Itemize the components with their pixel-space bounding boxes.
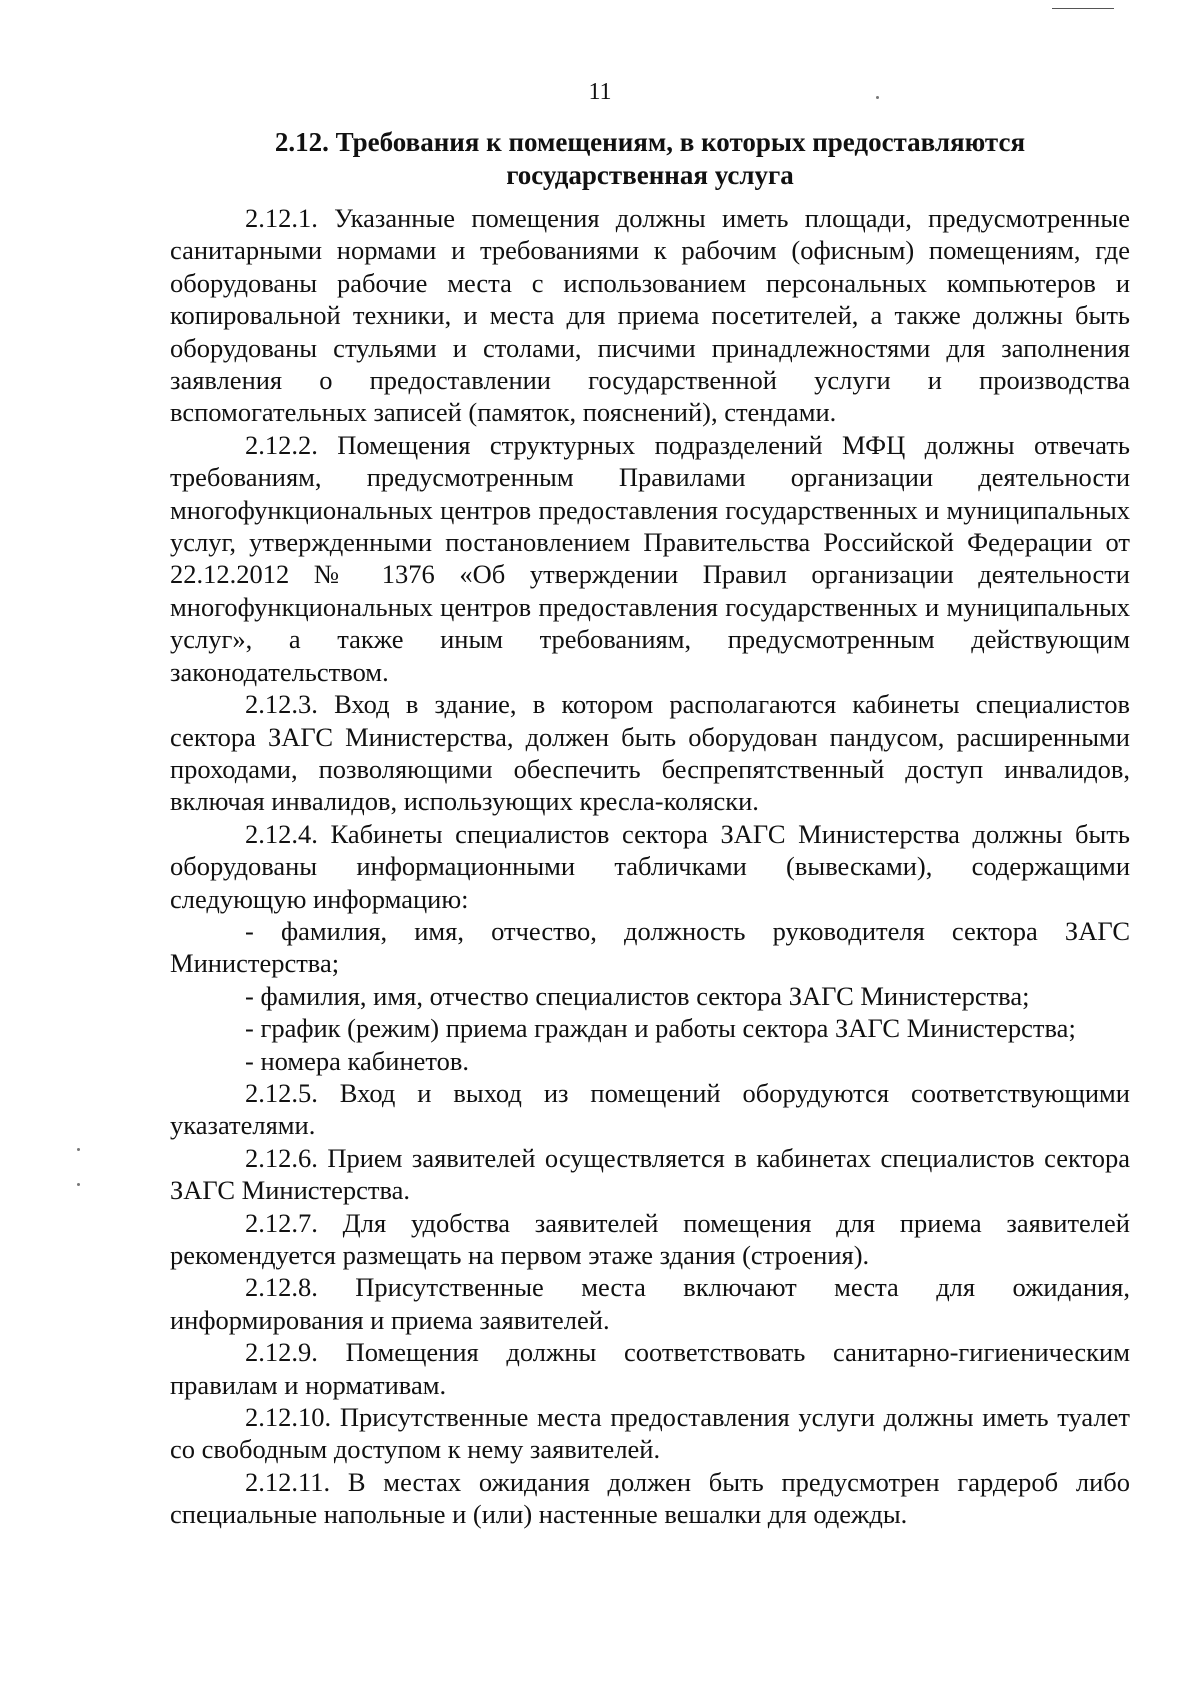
paragraph-2-12-10: 2.12.10. Присутственные места предоставления услуги должны иметь туалет со свободным доступом к нему заявителей.	[170, 1402, 1130, 1465]
scan-artifact-dot	[77, 1148, 80, 1151]
paragraph-2-12-1: 2.12.1. Указанные помещения должны иметь площади, предусмотренные санитарными нормами и требованиями к рабочим (офисным) помещениям, где оборудованы рабочие места с использованием персональных компьютеров и копировальной техники, и места для приема посетителей, а также должны быть оборудованы стульями и столами, писчими принадлежностями для заполнения заявления о предоставлении государственной услуги и производства вспомогательных записей (памяток, пояснений), стендами.	[170, 203, 1130, 428]
paragraph-2-12-9: 2.12.9. Помещения должны соответствовать санитарно-гигиеническим правилам и нормативам.	[170, 1337, 1130, 1400]
list-item-schedule: - график (режим) приема граждан и работы сектора ЗАГС Министерства;	[245, 1013, 1076, 1044]
list-item-head-name: - фамилия, имя, отчество, должность руководителя сектора ЗАГС Министерства;	[170, 915, 1130, 979]
scan-artifact-line	[1052, 8, 1114, 9]
section-heading-line: государственная услуга	[506, 160, 794, 190]
paragraph-2-12-7: 2.12.7. Для удобства заявителей помещения для приема заявителей рекомендуется размещать на первом этаже здания (строения).	[170, 1207, 1130, 1270]
list-item-room-numbers: - номера кабинетов.	[245, 1045, 470, 1076]
document-body	[170, 126, 1130, 1531]
paragraph-2-12-11: 2.12.11. В местах ожидания должен быть предусмотрен гардероб либо специальные напольные и (или) настенные вешалки для одежды.	[170, 1466, 1130, 1530]
list-item-specialists-names: - фамилия, имя, отчество специалистов сектора ЗАГС Министерства;	[245, 980, 1030, 1011]
scan-artifact-dot	[77, 1183, 80, 1186]
paragraph-2-12-8: 2.12.8. Присутственные места включают места для ожидания, информирования и приема заявителей.	[170, 1272, 1130, 1335]
page-number: 11	[588, 79, 612, 105]
paragraph-2-12-4: 2.12.4. Кабинеты специалистов сектора ЗАГС Министерства должны быть оборудованы информационными табличками (вывесками), содержащими следующую информацию:	[170, 818, 1130, 914]
paragraph-2-12-2: 2.12.2. Помещения структурных подразделений МФЦ должны отвечать требованиям, предусмотренным Правилами организации деятельности многофункциональных центров предоставления государственных и муниципальных услуг, утвержденными постановлением Правительства Российской Федерации от 22.12.2012 № 1376 «Об утверждении Правил организации деятельности многофункциональных центров предоставления государственных и муниципальных услуг», а также иным требованиям, предусмотренным действующим законодательством.	[170, 429, 1130, 687]
paragraph-2-12-3: 2.12.3. Вход в здание, в котором располагаются кабинеты специалистов сектора ЗАГС Министерства, должен быть оборудован пандусом, расширенными проходами, позволяющими обеспечить беспрепятственный доступ инвалидов, включая инвалидов, использующих кресла-коляски.	[170, 689, 1130, 817]
section-heading-line: 2.12. Требования к помещениям, в которых предоставляются	[274, 127, 1026, 157]
paragraph-2-12-5: 2.12.5. Вход и выход из помещений оборудуются соответствующими указателями.	[170, 1077, 1130, 1141]
paragraph-2-12-6: 2.12.6. Прием заявителей осуществляется в кабинетах специалистов сектора ЗАГС Министерства.	[170, 1142, 1130, 1206]
section-heading	[170, 126, 1130, 192]
